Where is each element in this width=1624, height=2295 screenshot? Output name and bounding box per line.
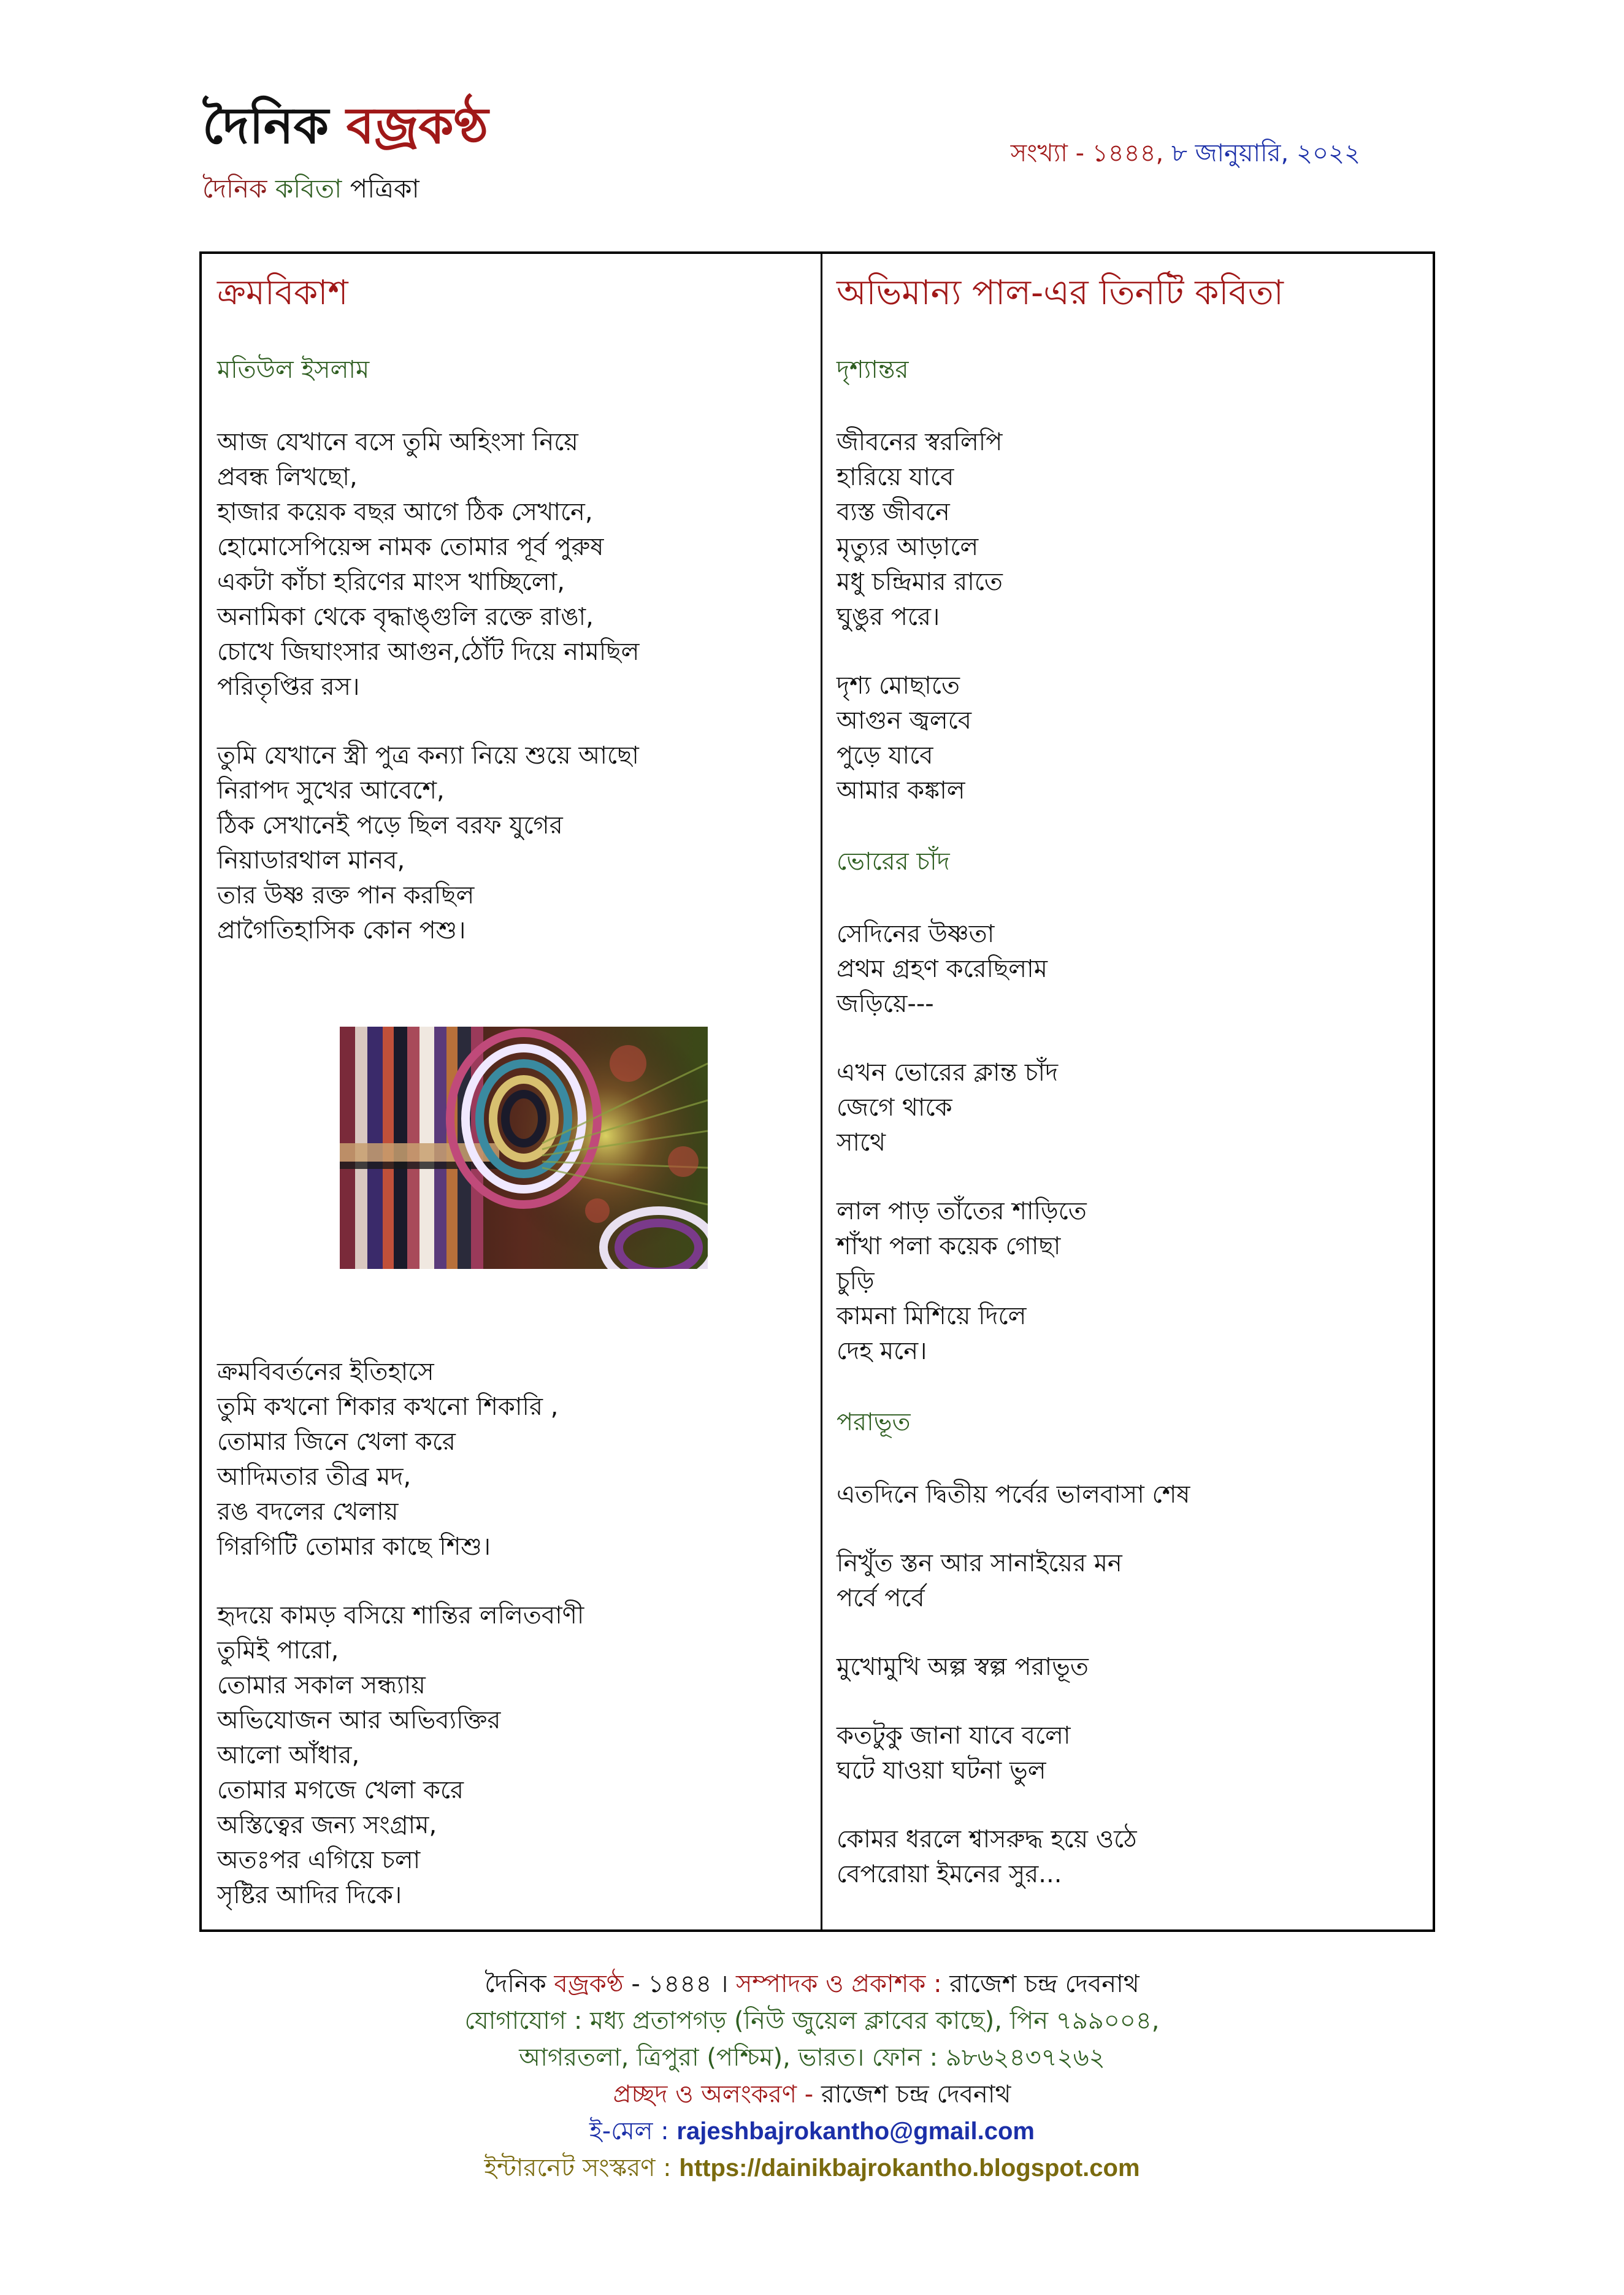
poet-name: মতিউল ইসলাম (217, 356, 370, 385)
poem-line: তোমার জিনে খেলা করে (217, 1428, 456, 1456)
footer-editor-line (0, 1966, 1624, 2002)
poem-continuation (217, 1355, 806, 1947)
poem-line: প্রাগৈতিহাসিক কোন পশু। (217, 916, 466, 945)
footer-email-line (0, 2113, 1624, 2150)
issue-number: সংখ্যা - ১৪৪৪, (1010, 139, 1164, 167)
stanza (837, 1194, 1425, 1369)
footer-web-line (0, 2150, 1624, 2186)
footer-paper-name-1: দৈনিক (485, 1970, 546, 1998)
stanza (837, 1718, 1425, 1788)
poem-line: হারিয়ে যাবে (837, 463, 954, 492)
poem-title: পরাভূত (837, 1408, 911, 1437)
footer-design-label: প্রচ্ছদ ও অলংকরণ - (613, 2080, 814, 2109)
poem-line: এতদিনে দ্বিতীয় পর্বের ভালবাসা শেষ (837, 1481, 1190, 1509)
poem-line: সেদিনের উষ্ণতা (837, 920, 995, 949)
poem-line: কোমর ধরলে শ্বাসরুদ্ধ হয়ে ওঠে (837, 1825, 1137, 1854)
poem-line: ঘটে যাওয়া ঘটনা ভুল (837, 1757, 1046, 1785)
footer-issue: - ১৪৪৪ । (631, 1970, 729, 1998)
poem-line: অনামিকা থেকে বৃদ্ধাঙ্গুলি রক্তে রাঙা, (217, 603, 594, 632)
poem-line: গিরগিটি তোমার কাছে শিশু। (217, 1533, 491, 1561)
poem-line: জীবনের স্বরলিপি (837, 428, 1003, 457)
poem-line: এখন ভোরের ক্লান্ত চাঁদ (837, 1059, 1059, 1087)
poem-line: নিরাপদ সুখের আবেশে, (217, 776, 445, 805)
stanza (837, 669, 1425, 808)
poem-line: শাঁখা পলা কয়েক গোছা (837, 1232, 1061, 1261)
poem-line: তার উষ্ণ রক্ত পান করছিল (217, 881, 475, 910)
stanza (837, 917, 1425, 1022)
footer-address-2: আগরতলা, ত্রিপুরা (পশ্চিম), ভারত। ফোন : ৯৮৬২৪৩৭২৬২ (519, 2044, 1105, 2072)
stanza (837, 425, 1425, 635)
poem-line: অভিযোজন আর অভিব্যক্তির (217, 1706, 501, 1734)
poem-title: ক্রমবিকাশ (217, 273, 348, 313)
poem-line: নিয়াডারথাল মানব, (217, 846, 405, 875)
poem-line: তোমার মগজে খেলা করে (217, 1776, 464, 1804)
footer (0, 1966, 1624, 2186)
poem-line: একটা কাঁচা হরিণের মাংস খাচ্ছিলো, (217, 568, 565, 597)
poem-line: তুমিই পারো, (217, 1636, 339, 1665)
stanza (837, 1546, 1425, 1616)
poem-line: পুড়ে যাবে (837, 741, 933, 770)
footer-email-label: ই-মেল : (589, 2117, 669, 2145)
poem-line: মধু চন্দ্রিমার রাতে (837, 568, 1003, 597)
poem-line: নিখুঁত স্তন আর সানাইয়ের মন (837, 1549, 1122, 1578)
stanza (837, 1650, 1425, 1685)
footer-design-name: রাজেশ চন্দ্র দেবনাথ (821, 2080, 1011, 2109)
poem-line: ব্যস্ত জীবনে (837, 498, 950, 527)
poem-line: সৃষ্টির আদির দিকে। (217, 1881, 402, 1909)
masthead-title (202, 97, 570, 155)
masthead-word-2: বজ্রকণ্ঠ (346, 97, 489, 155)
footer-editor-label: সম্পাদক ও প্রকাশক : (736, 1970, 942, 1998)
footer-paper-name-2: বজ্রকণ্ঠ (554, 1970, 624, 1998)
poem-line: আগুন জ্বলবে (837, 707, 972, 735)
poem-line: সাথে (837, 1128, 886, 1157)
poem-line: রঙ বদলের খেলায় (217, 1498, 399, 1526)
poem-line: প্রবন্ধ লিখছো, (217, 463, 358, 492)
poem-line: ঠিক সেখানেই পড়ে ছিল বরফ যুগের (217, 811, 563, 840)
poem-line: তোমার সকাল সন্ধ্যায় (217, 1671, 426, 1699)
poem-line: বেপরোয়া ইমনের সুর... (837, 1860, 1062, 1889)
poem-line: প্রথম গ্রহণ করেছিলাম (837, 955, 1048, 984)
right-column (837, 272, 1425, 1926)
abstract-illustration (340, 1027, 708, 1269)
poem-line: আদিমতার তীব্র মদ, (217, 1463, 412, 1491)
poem-line: চুড়ি (837, 1267, 875, 1296)
poem-line: অস্তিত্বের জন্য সংগ্রাম, (217, 1811, 437, 1839)
stanza (837, 1056, 1425, 1160)
poem-line: জড়িয়ে--- (837, 990, 934, 1019)
footer-web-link[interactable]: https://dainikbajrokantho.blogspot.com (679, 2155, 1140, 2182)
stanza (217, 738, 806, 948)
column-divider (821, 254, 822, 1929)
poem-line: দৃশ্য মোছাতে (837, 672, 960, 700)
poem-line: আজ যেখানে বসে তুমি অহিংসা নিয়ে (217, 428, 578, 457)
tagline-word-1: দৈনিক (202, 174, 267, 204)
footer-editor-name: রাজেশ চন্দ্র দেবনাথ (949, 1970, 1139, 1998)
poem-line: হাজার কয়েক বছর আগে ঠিক সেখানে, (217, 498, 593, 527)
section-title: অভিমান্য পাল-এর তিনটি কবিতা (837, 273, 1284, 313)
poem-line: পর্বে পর্বে (837, 1584, 925, 1613)
footer-web-label: ইন্টারনেট সংস্করণ : (484, 2154, 672, 2182)
issue-date: ৮ জানুয়ারি, ২০২২ (1171, 139, 1360, 167)
left-column (217, 272, 806, 1909)
content-frame (199, 251, 1435, 1932)
poem-line: তুমি কখনো শিকার কখনো শিকারি , (217, 1393, 559, 1421)
masthead-word-1: দৈনিক (202, 97, 329, 155)
issue-info (1011, 134, 1360, 175)
poem-line: অতঃপর এগিয়ে চলা (217, 1846, 421, 1874)
poem-line: দেহ মনে। (837, 1337, 927, 1366)
footer-address-1: যোগাযোগ : মধ্য প্রতাপগড় (নিউ জুয়েল ক্লাবের কাছে), পিন ৭৯৯০০৪, (464, 2007, 1160, 2035)
stanza (217, 425, 806, 705)
poem-line: তুমি যেখানে স্ত্রী পুত্র কন্যা নিয়ে শুয়ে আছো (217, 741, 639, 770)
poem-title: দৃশ্যান্তর (837, 356, 909, 385)
poem-line: লাল পাড় তাঁতের শাড়িতে (837, 1197, 1087, 1226)
poem-line: কতটুকু জানা যাবে বলো (837, 1722, 1071, 1750)
stanza (837, 1822, 1425, 1892)
tagline-word-2: কবিতা (275, 174, 342, 204)
masthead (202, 97, 570, 205)
stanza (217, 1598, 806, 1913)
poem-line: আমার কঙ্কাল (837, 776, 965, 805)
poem-line: পরিতৃপ্তির রস। (217, 673, 360, 702)
poem-line: মুখোমুখি অল্প স্বল্প পরাভূত (837, 1653, 1089, 1682)
tagline-word-3: পত্রিকা (350, 174, 419, 204)
poem-line: হোমোসেপিয়েন্স নামক তোমার পূর্ব পুরুষ (217, 533, 604, 562)
stanza (837, 1477, 1425, 1512)
poem-line: আলো আঁধার, (217, 1741, 360, 1769)
poem-line: ঘুঙুর পরে। (837, 603, 940, 632)
poem-line: হৃদয়ে কামড় বসিয়ে শান্তির ললিতবাণী (217, 1601, 584, 1630)
poem-line: কামনা মিশিয়ে দিলে (837, 1302, 1027, 1331)
poem-line: মৃত্যুর আড়ালে (837, 533, 979, 562)
masthead-tagline (202, 169, 419, 212)
poem-line: জেগে থাকে (837, 1094, 952, 1122)
poem-title: ভোরের চাঁদ (837, 848, 950, 876)
footer-design-line (0, 2076, 1624, 2113)
poem-line: চোখে জিঘাংসার আগুন,ঠোঁট দিয়ে নামছিল (217, 638, 640, 667)
footer-email-link[interactable]: rajeshbajrokantho@gmail.com (676, 2118, 1035, 2145)
stanza (217, 1355, 806, 1565)
poem-line: ক্রমবিবর্তনের ইতিহাসে (217, 1358, 434, 1386)
